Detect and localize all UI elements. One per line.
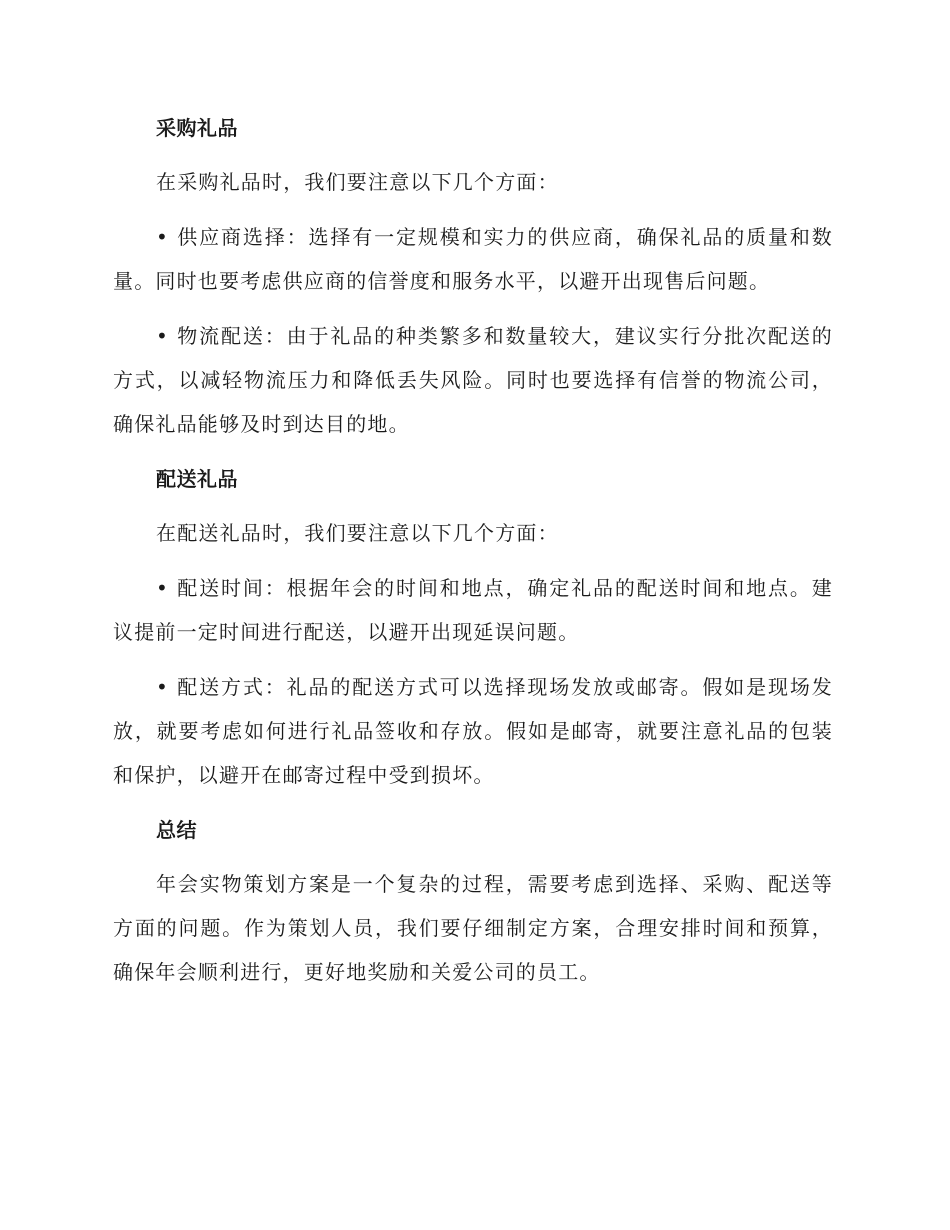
section-heading-summary: 总结 [156, 818, 197, 842]
section-heading-purchase: 采购礼品 [156, 116, 238, 140]
summary-paragraph: 年会实物策划方案是一个复杂的过程，需要考虑到选择、采购、配送等方面的问题。作为策划人员，我们要仔细制定方案，合理安排时间和预算，确保年会顺利进行，更好地奖励和关爱公司的员工。 [113, 872, 833, 984]
section-intro-delivery: 在配送礼品时，我们要注意以下几个方面： [156, 521, 559, 545]
bullet-logistics: • 物流配送：由于礼品的种类繁多和数量较大，建议实行分批次配送的方式，以减轻物流压力和降低丢失风险。同时也要选择有信誉的物流公司，确保礼品能够及时到达目的地。 [113, 324, 833, 436]
document-page [113, 106, 833, 1005]
section-intro-purchase: 在采购礼品时，我们要注意以下几个方面： [156, 170, 559, 194]
section-heading-delivery: 配送礼品 [156, 467, 238, 491]
bullet-delivery-method: • 配送方式：礼品的配送方式可以选择现场发放或邮寄。假如是现场发放，就要考虑如何进行礼品签收和存放。假如是邮寄，就要注意礼品的包装和保护，以避开在邮寄过程中受到损坏。 [113, 675, 833, 787]
bullet-delivery-time: • 配送时间：根据年会的时间和地点，确定礼品的配送时间和地点。建议提前一定时间进行配送，以避开出现延误问题。 [113, 576, 833, 644]
bullet-supplier-selection: • 供应商选择：选择有一定规模和实力的供应商，确保礼品的质量和数量。同时也要考虑供应商的信誉度和服务水平，以避开出现售后问题。 [113, 225, 833, 293]
